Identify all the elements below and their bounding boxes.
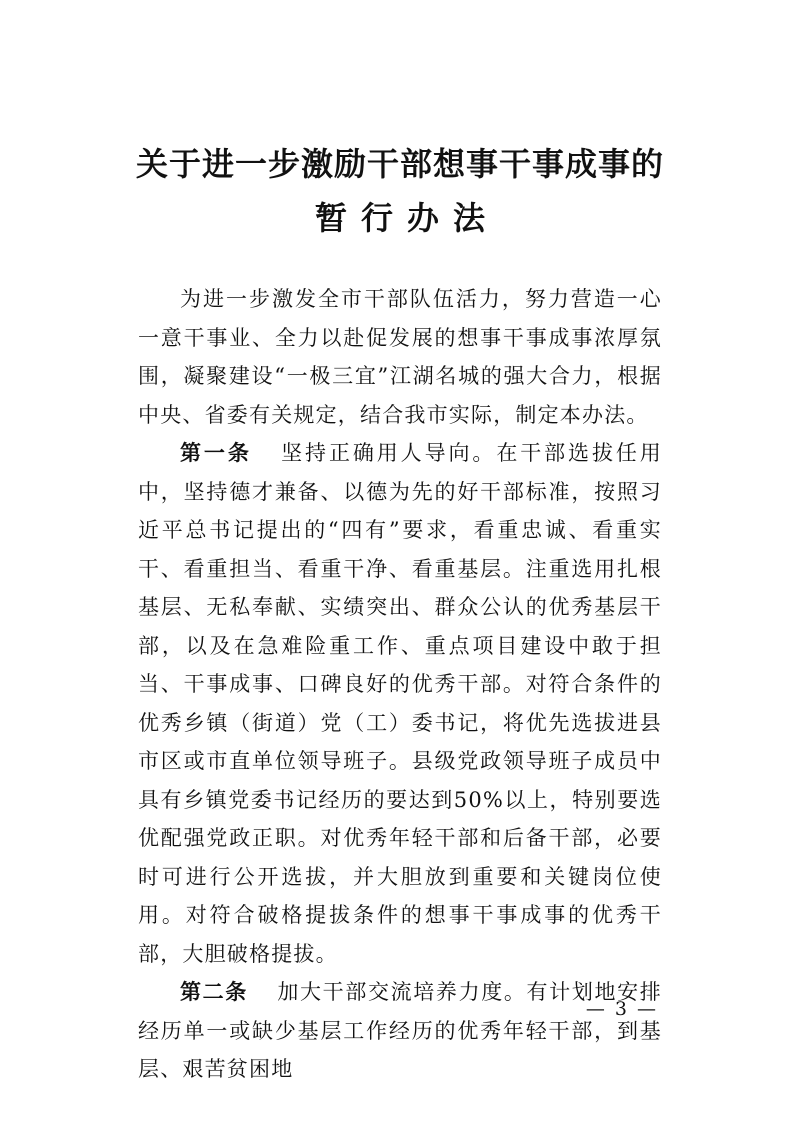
page-number: — 3 — [585,998,658,1020]
article-text: 加大干部交流培养力度。有计划地安排经历单一或缺少基层工作经历的优秀年轻干部，到基层、艰苦贫困地 [138,980,662,1081]
document-title: 关于进一步激励干部想事干事成事的 [135,145,664,183]
intro-paragraph: 为进一步激发全市干部队伍活力，努力营造一心一意干事业、全力以赴促发展的想事干事成事浓厚氛围，凝聚建设“一极三宜”江湖名城的强大合力，根据中央、省委有关规定，结合我市实际，制定本办法。 [138,287,662,427]
article-paragraph [138,973,662,1089]
article-heading: 第二条 [180,980,248,1004]
article-heading: 第一条 [180,441,252,465]
document-subtitle: 暂行办法 [314,199,499,237]
document-body [138,280,662,1089]
article-text: 坚持正确用人导向。在干部选拔任用中，坚持德才兼备、以德为先的好干部标准，按照习近平总书记提出的“四有”要求，看重忠诚、看重实干、看重担当、看重干净、看重基层。注重选用扎根基层、无私奉献、实绩突出、群众公认的优秀基层干部，以及在急难险重工作、重点项目建设中敢于担当、干事成事、口碑良好的优秀干部。对符合条件的优秀乡镇（街道）党（工）委书记，将优先选拔进县市区或市直单位领导班子。县级党政领导班子成员中具有乡镇党委书记经历的要达到50%以上，特别要选优配强党政正职。对优秀年轻干部和后备干部，必要时可进行公开选拔，并大胆放到重要和关键岗位使用。对符合破格提拔条件的想事干事成事的优秀干部，大胆破格提拔。 [138,441,662,966]
article-paragraph [138,434,662,973]
